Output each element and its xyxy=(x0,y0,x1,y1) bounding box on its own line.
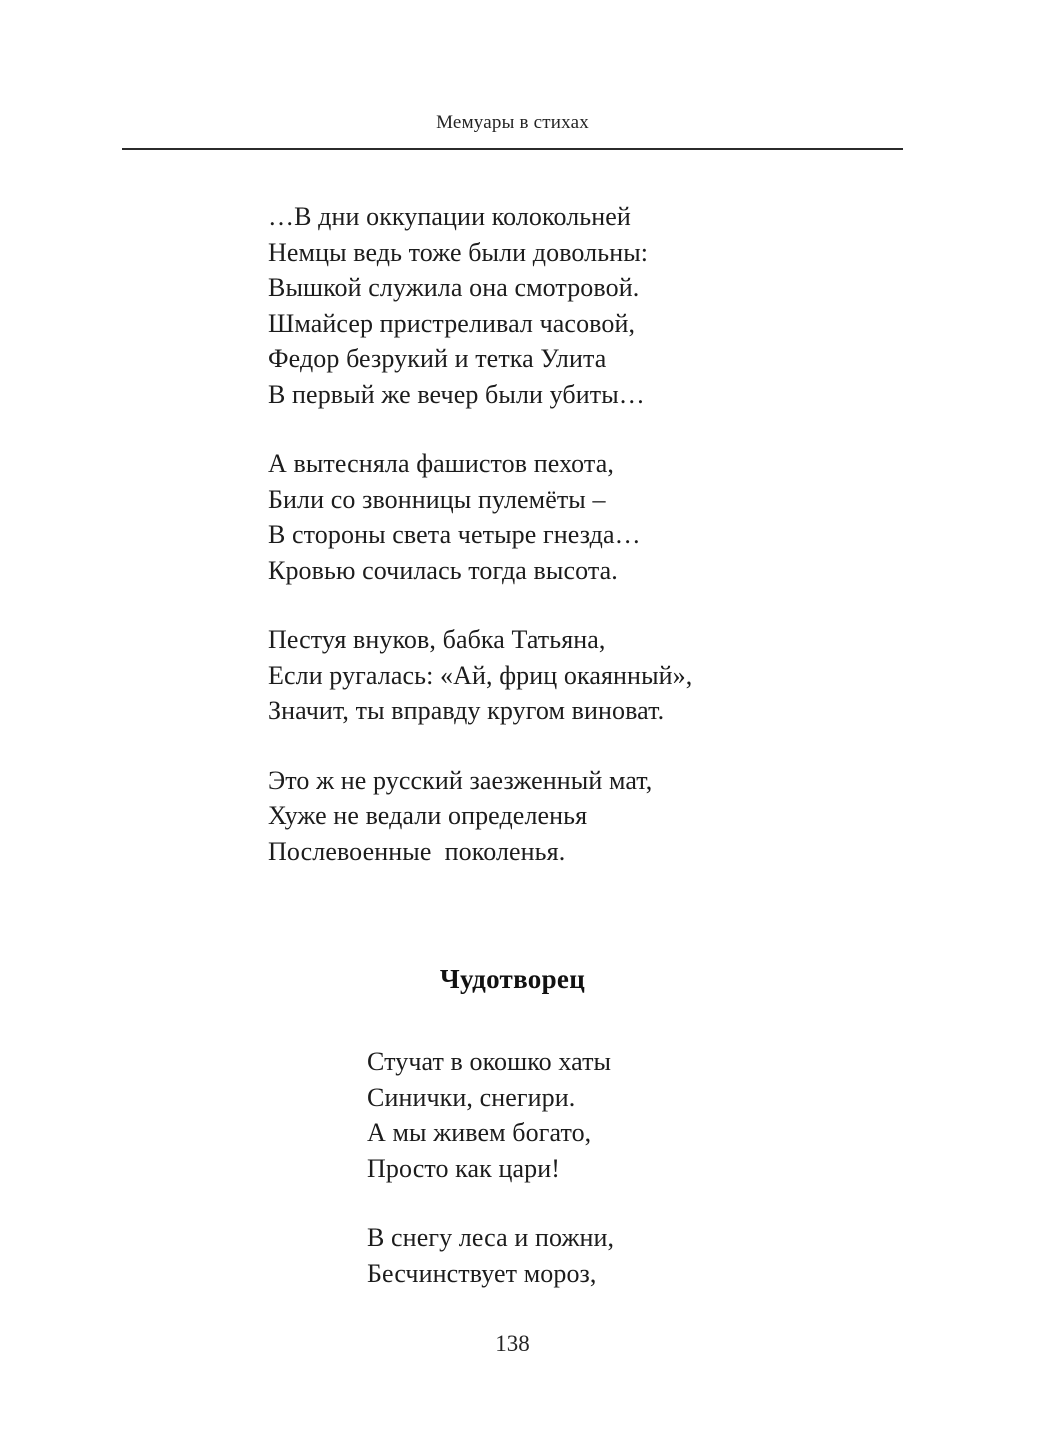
poem-line: Это ж не русский заезженный мат, xyxy=(268,765,653,795)
poem-line: А мы живем богато, xyxy=(367,1118,592,1147)
poem-body-first xyxy=(268,199,808,869)
stanza xyxy=(268,446,808,588)
poem-line: Шмайсер пристреливал часовой, xyxy=(268,308,636,338)
running-header: Мемуары в стихах xyxy=(436,112,589,133)
poem-line: В стороны света четыре гнезда… xyxy=(268,520,641,549)
poem-line: Немцы ведь тоже были довольны: xyxy=(268,237,649,267)
poem-line: А вытесняла фашистов пехота, xyxy=(268,449,614,478)
poem-line: В снегу леса и пожни, xyxy=(367,1223,615,1252)
poem-line: Просто как цари! xyxy=(367,1153,561,1183)
stanza xyxy=(367,1220,807,1291)
poem-line: Синички, снегири. xyxy=(367,1082,576,1112)
poem-line: Значит, ты вправду кругом виноват. xyxy=(268,696,665,725)
poem-line: Пестуя внуков, бабка Татьяна, xyxy=(268,625,606,654)
poem-line: …В дни оккупации колокольней xyxy=(268,202,631,231)
stanza xyxy=(268,199,808,412)
poem-line: Бесчинствует мороз, xyxy=(367,1258,597,1288)
poem-body-second xyxy=(367,1044,807,1291)
stanza xyxy=(367,1044,807,1186)
poem-line: Послевоенные поколенья. xyxy=(268,836,566,866)
poem-line: Вышкой служила она смотровой. xyxy=(268,273,640,302)
poem-line: Если ругалась: «Ай, фриц окаянный», xyxy=(268,660,693,690)
poem-title: Чудотворец xyxy=(439,964,586,994)
poem-line: Федор безрукий и тетка Улита xyxy=(268,344,607,373)
poem-line: Кровью сочилась тогда высота. xyxy=(268,555,618,585)
poem-line: Стучат в окошко хаты xyxy=(367,1047,612,1076)
stanza xyxy=(268,763,808,870)
poem-line: Били со звонницы пулемёты – xyxy=(268,484,606,514)
stanza xyxy=(268,622,808,729)
poem-line: Хуже не ведали определенья xyxy=(268,801,588,830)
page-number: 138 xyxy=(495,1331,530,1356)
poem-line: В первый же вечер были убиты… xyxy=(268,379,645,409)
header-rule xyxy=(122,148,903,150)
